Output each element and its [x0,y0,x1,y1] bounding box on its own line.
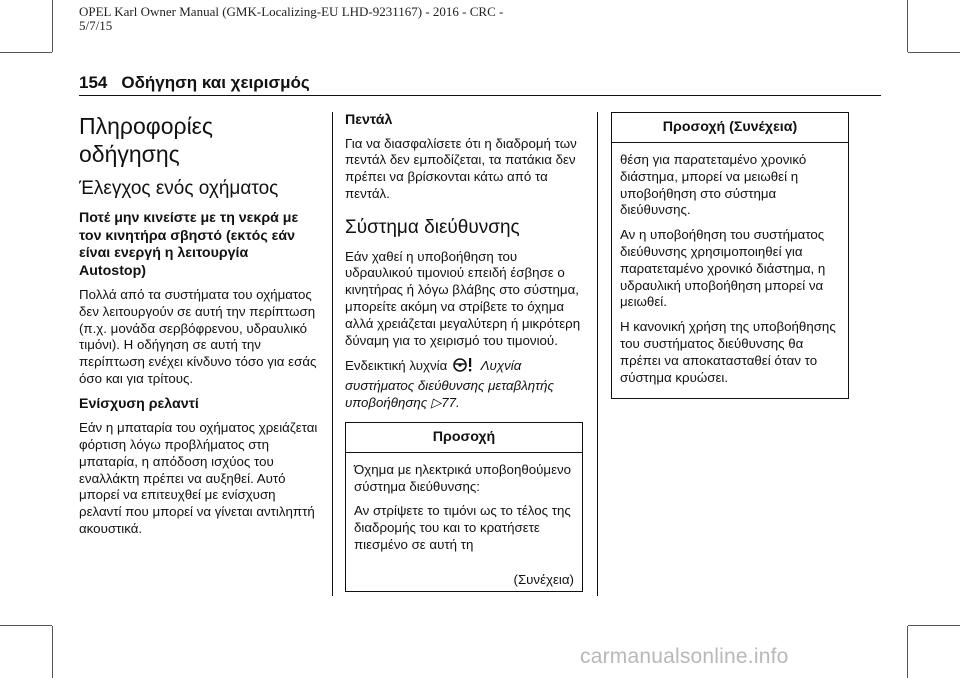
indicator-page-ref[interactable]: 77 [441,395,456,411]
continued-label: (Συνέχεια) [513,571,574,587]
crop-mark [907,0,908,52]
crop-mark [0,52,52,53]
crop-mark [52,0,53,52]
crop-mark [907,626,908,678]
column-divider [597,112,598,596]
caution-body [346,453,582,554]
heading-never-coast: Ποτέ μην κινείστε με τη νεκρά με τον κινητήρα σβηστό (εκτός εάν είναι ενεργή η λειτουργία Autostop) [79,210,299,279]
caution-box-continued [611,112,849,399]
paragraph-pedals: Για να διασφαλίσετε ότι η διαδρομή των πεντάλ δεν εμποδίζεται, τα πατάκια δεν πρέπει να βρίσκονται κάτω από τα πεντάλ. [345,135,577,201]
paragraph-indicator: Ενδεικτική λυχνία Λυχνία συστήματος διεύθυνσης μεταβλητής υποβοήθησης ▷77. [345,358,554,411]
page-number: 154 [79,73,108,92]
header-rule [79,95,881,96]
heading-pedals: Πεντάλ [345,112,393,128]
crop-mark [908,625,960,626]
section-title: Οδήγηση και χειρισμός [121,73,310,92]
print-metadata: OPEL Karl Owner Manual (GMK-Localizing-EU LHD-9231167) - 2016 - CRC - 5/7/15 [79,4,504,33]
caution-paragraph: Όχημα με ηλεκτρικά υποβοηθούμενο σύστημα διεύθυνσης: [354,461,572,494]
running-header [79,73,310,93]
page-ref-icon: ▷ [430,395,442,411]
caution-title: Προσοχή [346,423,582,453]
paragraph-idle-boost: Εάν η μπαταρία του οχήματος χρειάζεται φόρτιση λόγω προβλήματος στη μπαταρία, η απόδοση ισχύος του εναλλάκτη πρέπει να αυξηθεί. Αυτό μπορεί να επιτευχθεί με ενίσχυση ρελαντί που μπορεί να γίνεται αντιληπτή ακουστικά. [79,420,318,537]
caution-body [612,143,848,398]
crop-mark [0,625,52,626]
paragraph-steering: Εάν χαθεί η υποβοήθηση του υδραυλικού τιμονιού επειδή έσβησε ο κινητήρας ή λόγω βλάβης στο σύστημα, μπορείτε ακόμη να στρίβετε το όχημα αλλά χρειάζεται μεγαλύτερη ή μικρότερη δύναμη για το χειρισμό του τιμονιού. [345,248,581,348]
caution-paragraph: Αν στρίψετε το τιμόνι ως το τέλος της διαδρομής του και το κρατήσετε πιεσμένο σε αυτή τη [354,503,571,553]
caution-box [345,422,583,592]
caution-paragraph: Αν η υποβοήθηση του συστήματος διεύθυνσης χρησιμοποιηθεί για παρατεταμένο χρονικό διάστημα, η υδραυλική υποβοήθηση μπορεί να μειωθεί. [620,227,826,310]
page-title: Πληροφορίες οδήγησης [79,113,214,167]
paragraph-never-coast: Πολλά από τα συστήματα του οχήματος δεν λειτουργούν σε αυτή την περίπτωση (π.χ. μονάδα σερβόφρενου, υδραυλικό τιμόνι). Η οδήγηση σε αυτή την περίπτωση ενέχει κίνδυνο τόσο για εσάς όσο και για τρίτους. [79,287,317,386]
subsection-title: Έλεγχος ενός οχήματος [79,178,279,199]
heading-idle-boost: Ενίσχυση ρελαντί [79,395,199,412]
indicator-link[interactable]: Λυχνία συστήματος διεύθυνσης μεταβλητής υποβοήθησης [345,358,554,411]
column-divider [332,112,333,596]
column-2 [345,112,583,592]
column-3 [611,112,849,399]
heading-steering: Σύστημα διεύθυνσης [345,216,520,238]
column-1 [79,112,319,546]
caution-paragraph: θέση για παρατεταμένο χρονικό διάστημα, μπορεί να μειωθεί η υποβοήθηση στο σύστημα διεύθυνσης. [620,152,807,218]
watermark: carmanualsonline.info [580,645,789,668]
steering-warning-icon [453,357,475,378]
crop-mark [908,52,960,53]
indicator-lead: Ενδεικτική λυχνία [345,358,448,374]
caution-paragraph: Η κανονική χρήση της υποβοήθησης του συστήματος διεύθυνσης θα πρέπει να αποκατασταθεί όταν το σύστημα κρυώσει. [620,319,836,385]
crop-mark [52,626,53,678]
caution-title: Προσοχή (Συνέχεια) [612,113,848,143]
